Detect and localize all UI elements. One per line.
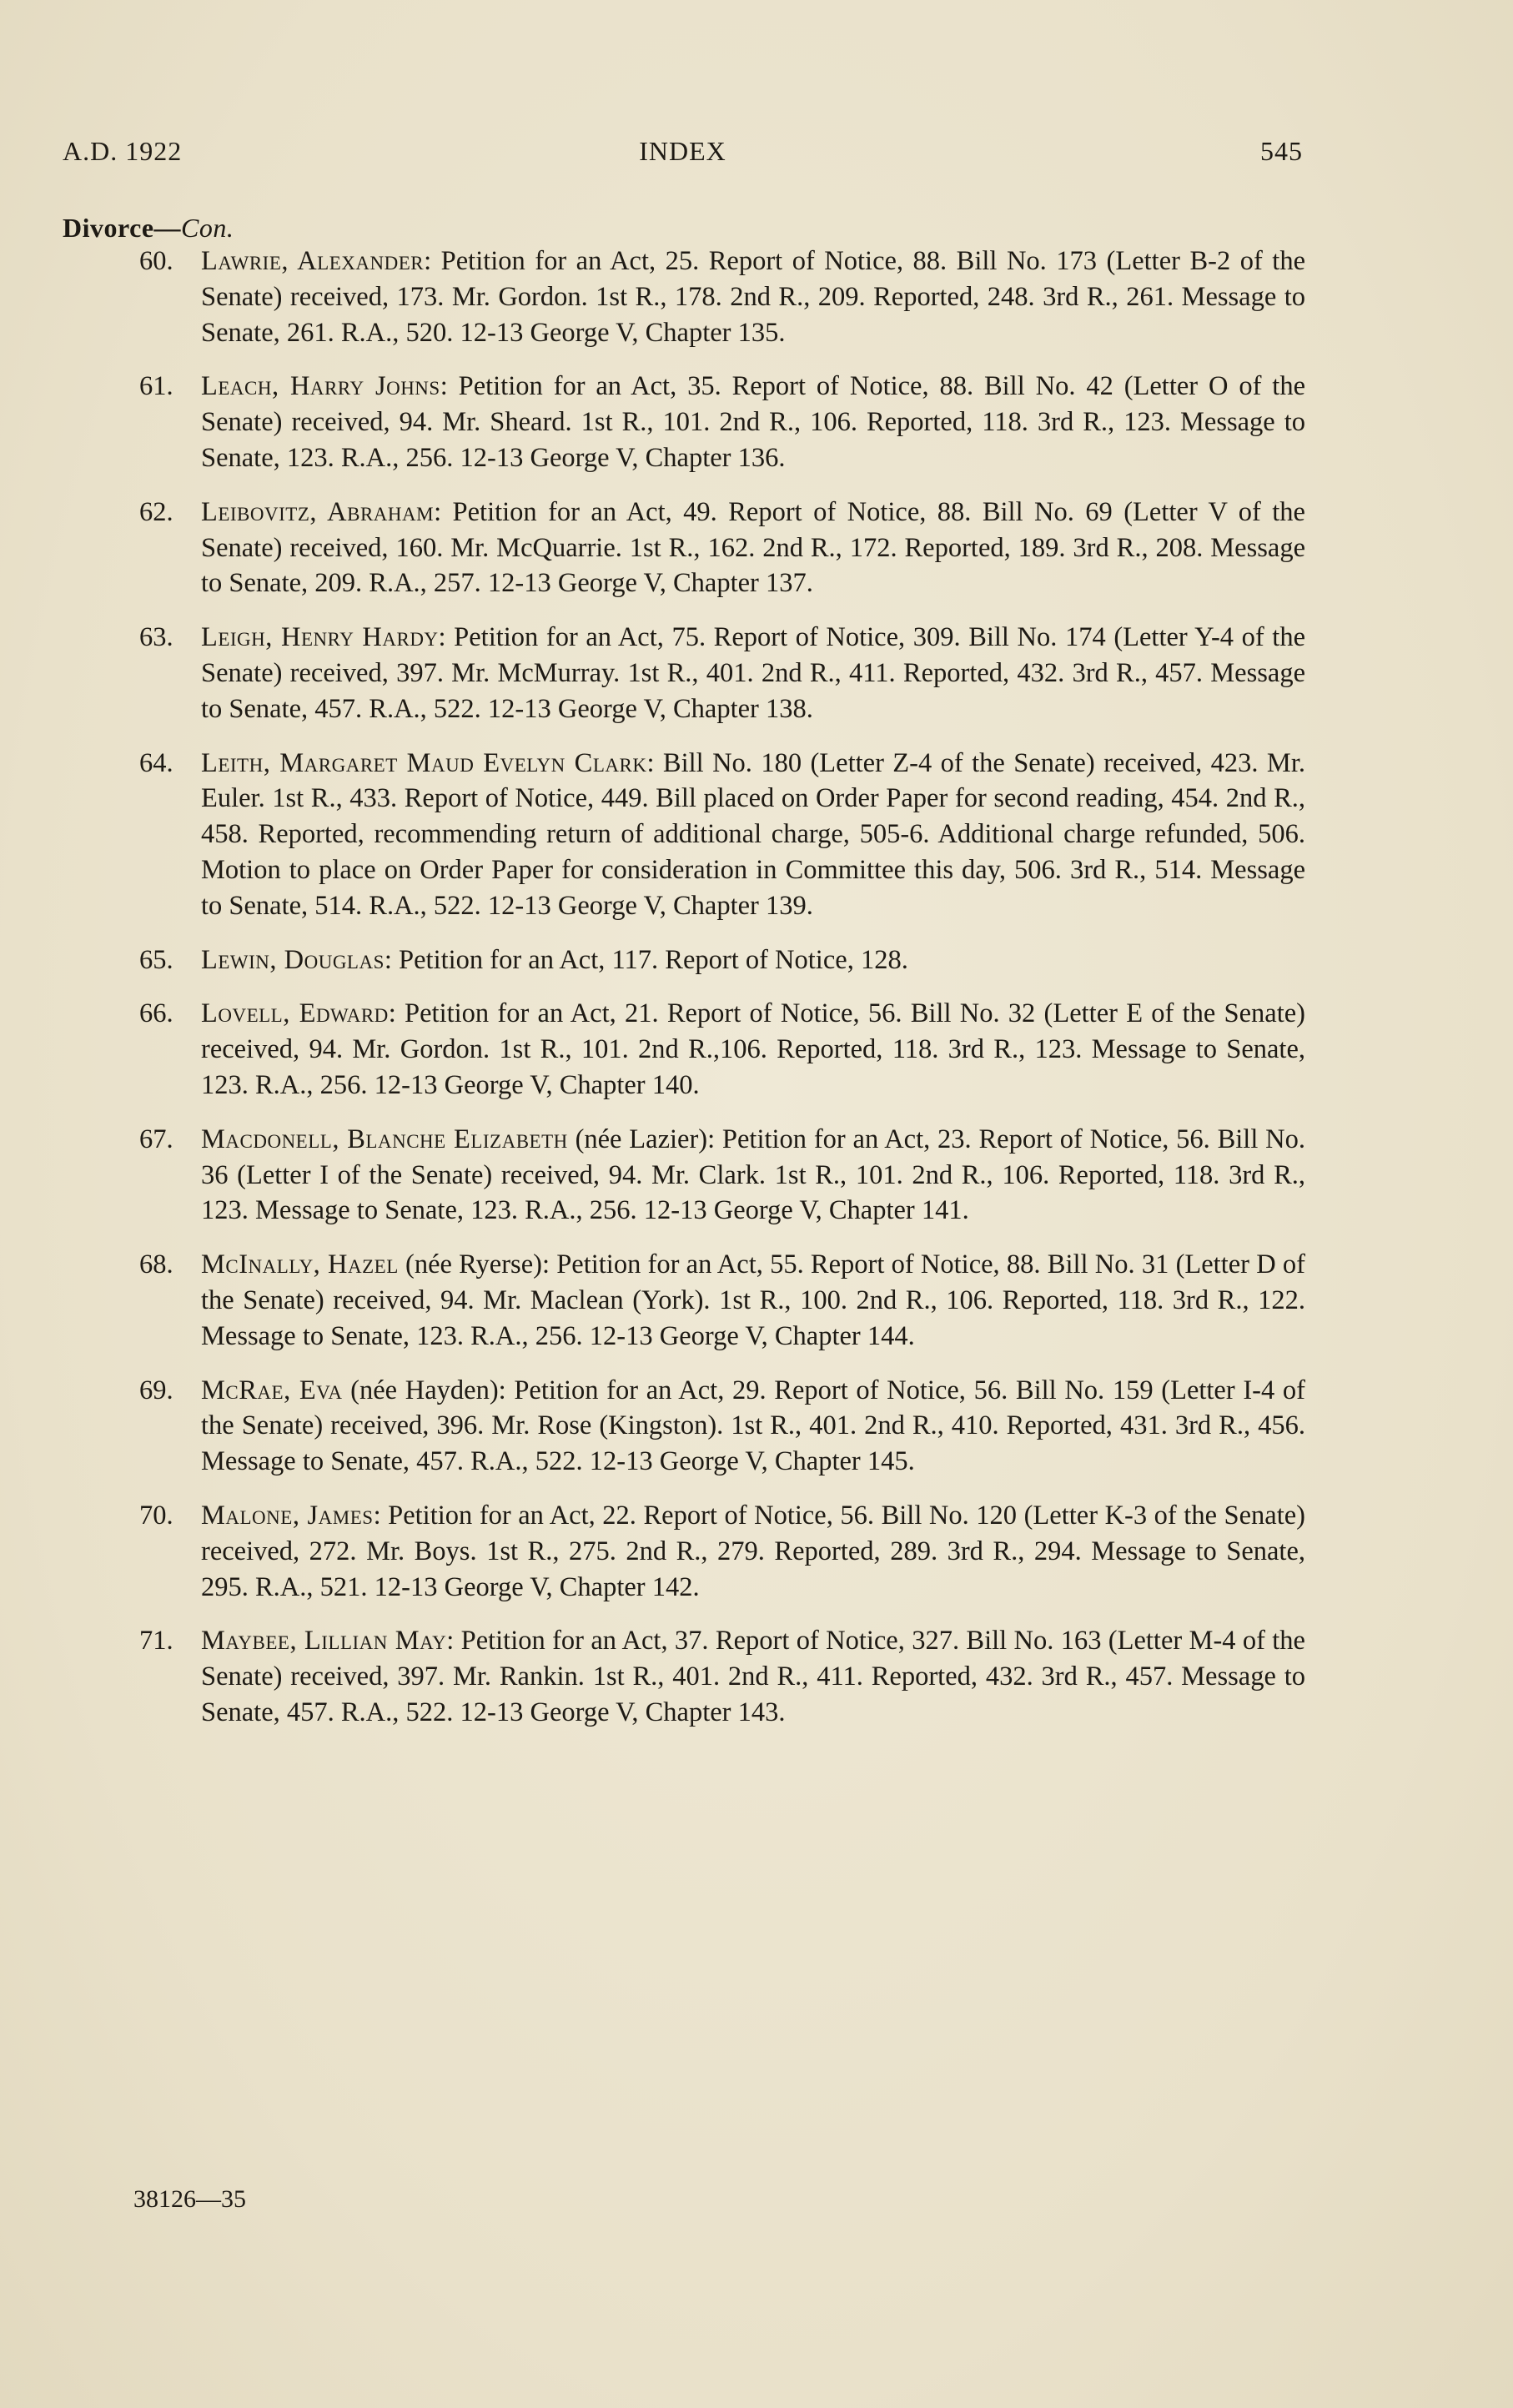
index-entry xyxy=(63,1498,1305,1605)
index-entry xyxy=(63,244,1305,350)
index-entry xyxy=(63,943,1305,978)
entry-text: : Petition for an Act, 21. Report of Notice, 56. Bill No. 32 (Letter E of the Senate) received, 94. Mr. Gordon. 1st R., 101. 2nd R.,106. Reported, 118. 3rd R., 123. Message to Senate, 123. R.A., 256. 12-13 George V, Chapter 140. xyxy=(201,998,1306,1100)
index-entry xyxy=(63,996,1305,1103)
entry-text: : Petition for an Act, 25. Report of Notice, 88. Bill No. 173 (Letter B-2 of the Senate) received, 173. Mr. Gordon. 1st R., 178. 2nd R., 209. Reported, 248. 3rd R., 261. Message to Senate, 261. R.A., 520. 12-13 George V, Chapter 135. xyxy=(201,246,1306,348)
entry-text: (née Lazier): Petition for an Act, 23. Report of Notice, 56. Bill No. 36 (Letter I of the Senate) received, 94. Mr. Clark. 1st R., 101. 2nd R., 106. Reported, 118. 3rd R., 123. Message to Senate, 123. R.A., 256. 12-13 George V, Chapter 141. xyxy=(201,1124,1305,1226)
entry-text: : Petition for an Act, 117. Report of Notice, 128. xyxy=(384,944,908,975)
entry-name: Lawrie, Alexander xyxy=(201,246,425,276)
entry-number: 71. xyxy=(139,1626,173,1656)
entry-name: McInally, Hazel xyxy=(201,1249,399,1280)
page-header xyxy=(63,136,1303,173)
index-entry xyxy=(63,1122,1305,1229)
entry-text: (née Hayden): Petition for an Act, 29. Report of Notice, 56. Bill No. 159 (Letter I-4 of the Senate) received, 396. Mr. Rose (Kingston). 1st R., 401. 2nd R., 410. Reported, 431. 3rd R., 456. Message to Senate, 457. R.A., 522. 12-13 George V, Chapter 145. xyxy=(201,1375,1305,1477)
entry-name: Lovell, Edward xyxy=(201,998,389,1029)
entry-number: 68. xyxy=(139,1249,173,1280)
entry-number: 70. xyxy=(139,1500,173,1531)
entry-number: 62. xyxy=(139,496,173,527)
entry-name: Macdonell, Blanche Elizabeth xyxy=(201,1124,568,1154)
entry-number: 66. xyxy=(139,998,173,1029)
entry-name: Leith, Margaret Maud Evelyn Clark xyxy=(201,747,647,778)
index-entry xyxy=(63,1623,1305,1730)
entry-name: Maybee, Lillian May xyxy=(201,1626,447,1656)
entry-number: 60. xyxy=(139,246,173,276)
index-entry xyxy=(63,495,1305,601)
entry-name: Malone, James xyxy=(201,1500,374,1531)
section-continued: Con. xyxy=(181,213,234,243)
entry-name: Lewin, Douglas xyxy=(201,944,385,975)
entry-name: McRae, Eva xyxy=(201,1375,343,1405)
entry-number: 63. xyxy=(139,622,173,653)
entry-name: Leibovitz, Abraham xyxy=(201,496,435,527)
printer-signature: 38126—35 xyxy=(133,2185,246,2213)
entry-number: 69. xyxy=(139,1375,173,1405)
entry-text: : Petition for an Act, 75. Report of Notice, 309. Bill No. 174 (Letter Y-4 of the Senate) received, 397. Mr. McMurray. 1st R., 401. 2nd R., 411. Reported, 432. 3rd R., 457. Message to Senate, 457. R.A., 522. 12-13 George V, Chapter 138. xyxy=(201,622,1306,724)
index-entry xyxy=(63,746,1305,924)
header-title: INDEX xyxy=(639,136,726,166)
entry-number: 61. xyxy=(139,371,173,402)
entry-number: 67. xyxy=(139,1124,173,1154)
entry-text: : Petition for an Act, 37. Report of Notice, 327. Bill No. 163 (Letter M-4 of the Senate) received, 397. Mr. Rankin. 1st R., 401. 2nd R., 411. Reported, 432. 3rd R., 457. Message to Senate, 457. R.A., 522. 12-13 George V, Chapter 143. xyxy=(201,1626,1305,1727)
index-entry xyxy=(63,1247,1305,1354)
entry-number: 64. xyxy=(139,747,173,778)
entry-text: (née Ryerse): Petition for an Act, 55. Report of Notice, 88. Bill No. 31 (Letter D of the Senate) received, 94. Mr. Maclean (York). 1st R., 100. 2nd R., 106. Reported, 118. 3rd R., 122. Message to Senate, 123. R.A., 256. 12-13 George V, Chapter 144. xyxy=(201,1249,1305,1351)
section-heading xyxy=(63,213,234,244)
header-year: A.D. 1922 xyxy=(63,136,183,166)
index-entries xyxy=(63,244,1305,1749)
entry-text: : Petition for an Act, 49. Report of Notice, 88. Bill No. 69 (Letter V of the Senate) received, 160. Mr. McQuarrie. 1st R., 162. 2nd R., 172. Reported, 189. 3rd R., 208. Message to Senate, 209. R.A., 257. 12-13 George V, Chapter 137. xyxy=(201,496,1305,599)
section-title-text: Divorce— xyxy=(63,213,182,243)
index-entry xyxy=(63,620,1305,726)
entry-number: 65. xyxy=(139,944,173,975)
entry-text: : Petition for an Act, 35. Report of Notice, 88. Bill No. 42 (Letter O of the Senate) received, 94. Mr. Sheard. 1st R., 101. 2nd R., 106. Reported, 118. 3rd R., 123. Message to Senate, 123. R.A., 256. 12-13 George V, Chapter 136. xyxy=(201,371,1305,473)
entry-text: : Bill No. 180 (Letter Z-4 of the Senate) received, 423. Mr. Euler. 1st R., 433. Report of Notice, 449. Bill placed on Order Paper for second reading, 454. 2nd R., 458. Reported, recommending return of additional charge, 505-6. Additional charge refunded, 506. Motion to place on Order Paper for consideration in Committee this day, 506. 3rd R., 514. Message to Senate, 514. R.A., 522. 12-13 George V, Chapter 139. xyxy=(201,747,1305,921)
page-number: 545 xyxy=(1260,136,1303,166)
entry-text: : Petition for an Act, 22. Report of Notice, 56. Bill No. 120 (Letter K-3 of the Senate) received, 272. Mr. Boys. 1st R., 275. 2nd R., 279. Reported, 289. 3rd R., 294. Message to Senate, 295. R.A., 521. 12-13 George V, Chapter 142. xyxy=(201,1500,1305,1602)
index-entry xyxy=(63,369,1305,475)
entry-name: Leach, Harry Johns xyxy=(201,371,440,402)
index-entry xyxy=(63,1373,1305,1480)
entry-name: Leigh, Henry Hardy xyxy=(201,622,439,653)
